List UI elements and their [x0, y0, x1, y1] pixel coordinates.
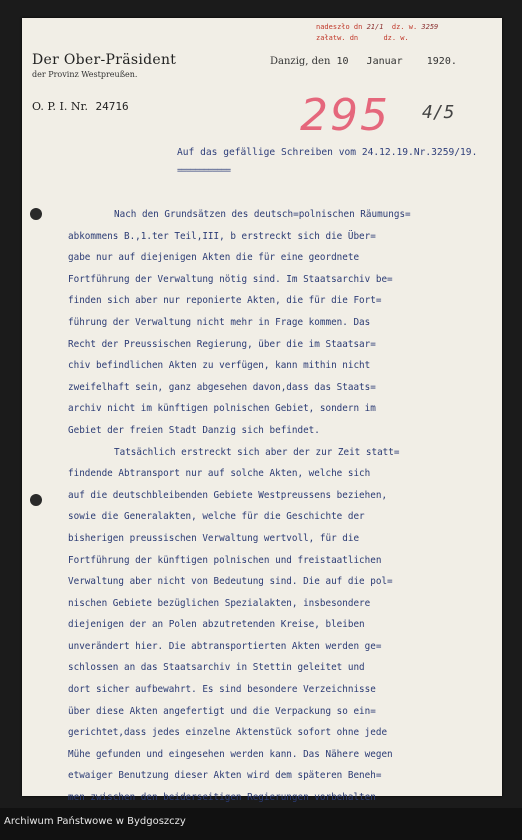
- body-line: men zwischen den beiderseitigen Regierungen vorbehalten: [68, 792, 376, 804]
- date-city: Danzig, den: [270, 56, 331, 67]
- document-date: [270, 56, 457, 67]
- body-line: findende Abtransport nur auf solche Akten, welche sich: [68, 468, 371, 480]
- body-line: Fortführung der künftigen polnischen und freistaatlichen: [68, 554, 382, 566]
- body-line: archiv nicht im künftigen polnischen Gebiet, sondern im: [68, 403, 376, 415]
- body-line: chiv befindlichen Akten zu verfügen, kann mithin nicht: [68, 360, 371, 372]
- stamp-journal-label: dz. w.: [391, 23, 418, 31]
- body-line: Nach den Grundsätzen des deutsch=polnischen Räumungs=: [114, 209, 411, 220]
- reference-value: 24716: [95, 100, 129, 113]
- subject-underline: ============: [177, 166, 231, 176]
- punch-hole-icon: [30, 494, 42, 506]
- document-page: [22, 18, 502, 804]
- letter-body: [48, 204, 498, 809]
- date-day: 10: [336, 56, 349, 67]
- body-line: Verwaltung aber nicht von Bedeutung sind. Die auf die pol=: [68, 576, 393, 588]
- date-year: 1920.: [426, 56, 457, 67]
- body-line: Gebiet der freien Stadt Danzig sich befindet.: [68, 424, 320, 436]
- body-line: Mühe gefunden und eingesehen werden kann. Das Nähere wegen: [68, 748, 393, 760]
- body-line: Recht der Preussischen Regierung, über die im Staatsar=: [68, 338, 376, 350]
- body-line: zweifelhaft sein, ganz abgesehen davon,dass das Staats=: [68, 381, 376, 393]
- archive-footer: [0, 808, 522, 840]
- body-line: diejenigen der an Polen abzutretenden Kreise, bleiben: [68, 619, 365, 631]
- body-line: finden sich aber nur reponierte Akten, die für die Fort=: [68, 295, 382, 307]
- body-line: schlossen an das Staatsarchiv in Stettin geleitet und: [68, 662, 365, 674]
- handwritten-number: 295: [300, 90, 390, 141]
- stamp-journal-label-2: dz. w.: [383, 34, 409, 42]
- body-line: nischen Gebiete bezüglichen Spezialakten, insbesondere: [68, 597, 371, 609]
- handwritten-mark: 4/5: [422, 102, 455, 123]
- stamp-settled-label: załatw. dn: [316, 34, 359, 42]
- reference-number: [32, 100, 129, 113]
- stamp-journal-number: 3259: [421, 23, 439, 31]
- subject-line: Auf das gefällige Schreiben vom 24.12.19.Nr.3259/19.: [177, 147, 478, 158]
- body-line: unverändert hier. Die abtransportierten Akten werden ge=: [68, 640, 382, 652]
- body-line: bisherigen preussischen Verwaltung wertvoll, für die: [68, 532, 360, 544]
- body-line: etwaiger Benutzung dieser Akten wird dem späteren Beneh=: [68, 770, 382, 782]
- body-line: abkommens B.,1.ter Teil,III, b erstreckt sich die Über=: [68, 230, 376, 242]
- letterhead-title: Der Ober-Präsident: [32, 52, 177, 68]
- date-month: Januar: [366, 56, 403, 67]
- body-line: dort sicher aufbewahrt. Es sind besondere Verzeichnisse: [68, 684, 376, 696]
- body-line: Fortführung der Verwaltung nötig sind. Im Staatsarchiv be=: [68, 273, 393, 285]
- letterhead-subtitle: der Provinz Westpreußen.: [32, 70, 138, 79]
- registry-stamp: [316, 22, 484, 44]
- letterhead: [32, 52, 192, 79]
- body-line: führung der Verwaltung nicht mehr in Frage kommen. Das: [68, 316, 371, 328]
- body-line: gabe nur auf diejenigen Akten die für eine geordnete: [68, 252, 360, 264]
- archive-name: Archiwum Państwowe w Bydgoszczy: [4, 816, 186, 827]
- body-line: sowie die Generalakten, welche für die Geschichte der: [68, 511, 365, 523]
- body-line: auf die deutschbleibenden Gebiete Westpreussens beziehen,: [68, 489, 388, 501]
- stamp-received-label: nadeszło dn: [316, 23, 363, 31]
- stamp-received-date: 21/1: [366, 23, 384, 31]
- punch-hole-icon: [30, 208, 42, 220]
- body-line: Tatsächlich erstreckt sich aber der zur Zeit statt=: [114, 446, 400, 458]
- body-line: über diese Akten angefertigt und die Verpackung so ein=: [68, 705, 376, 717]
- body-line: gerichtet,dass jedes einzelne Aktenstück sofort ohne jede: [68, 727, 388, 739]
- reference-prefix: O. P. I. Nr.: [32, 100, 89, 113]
